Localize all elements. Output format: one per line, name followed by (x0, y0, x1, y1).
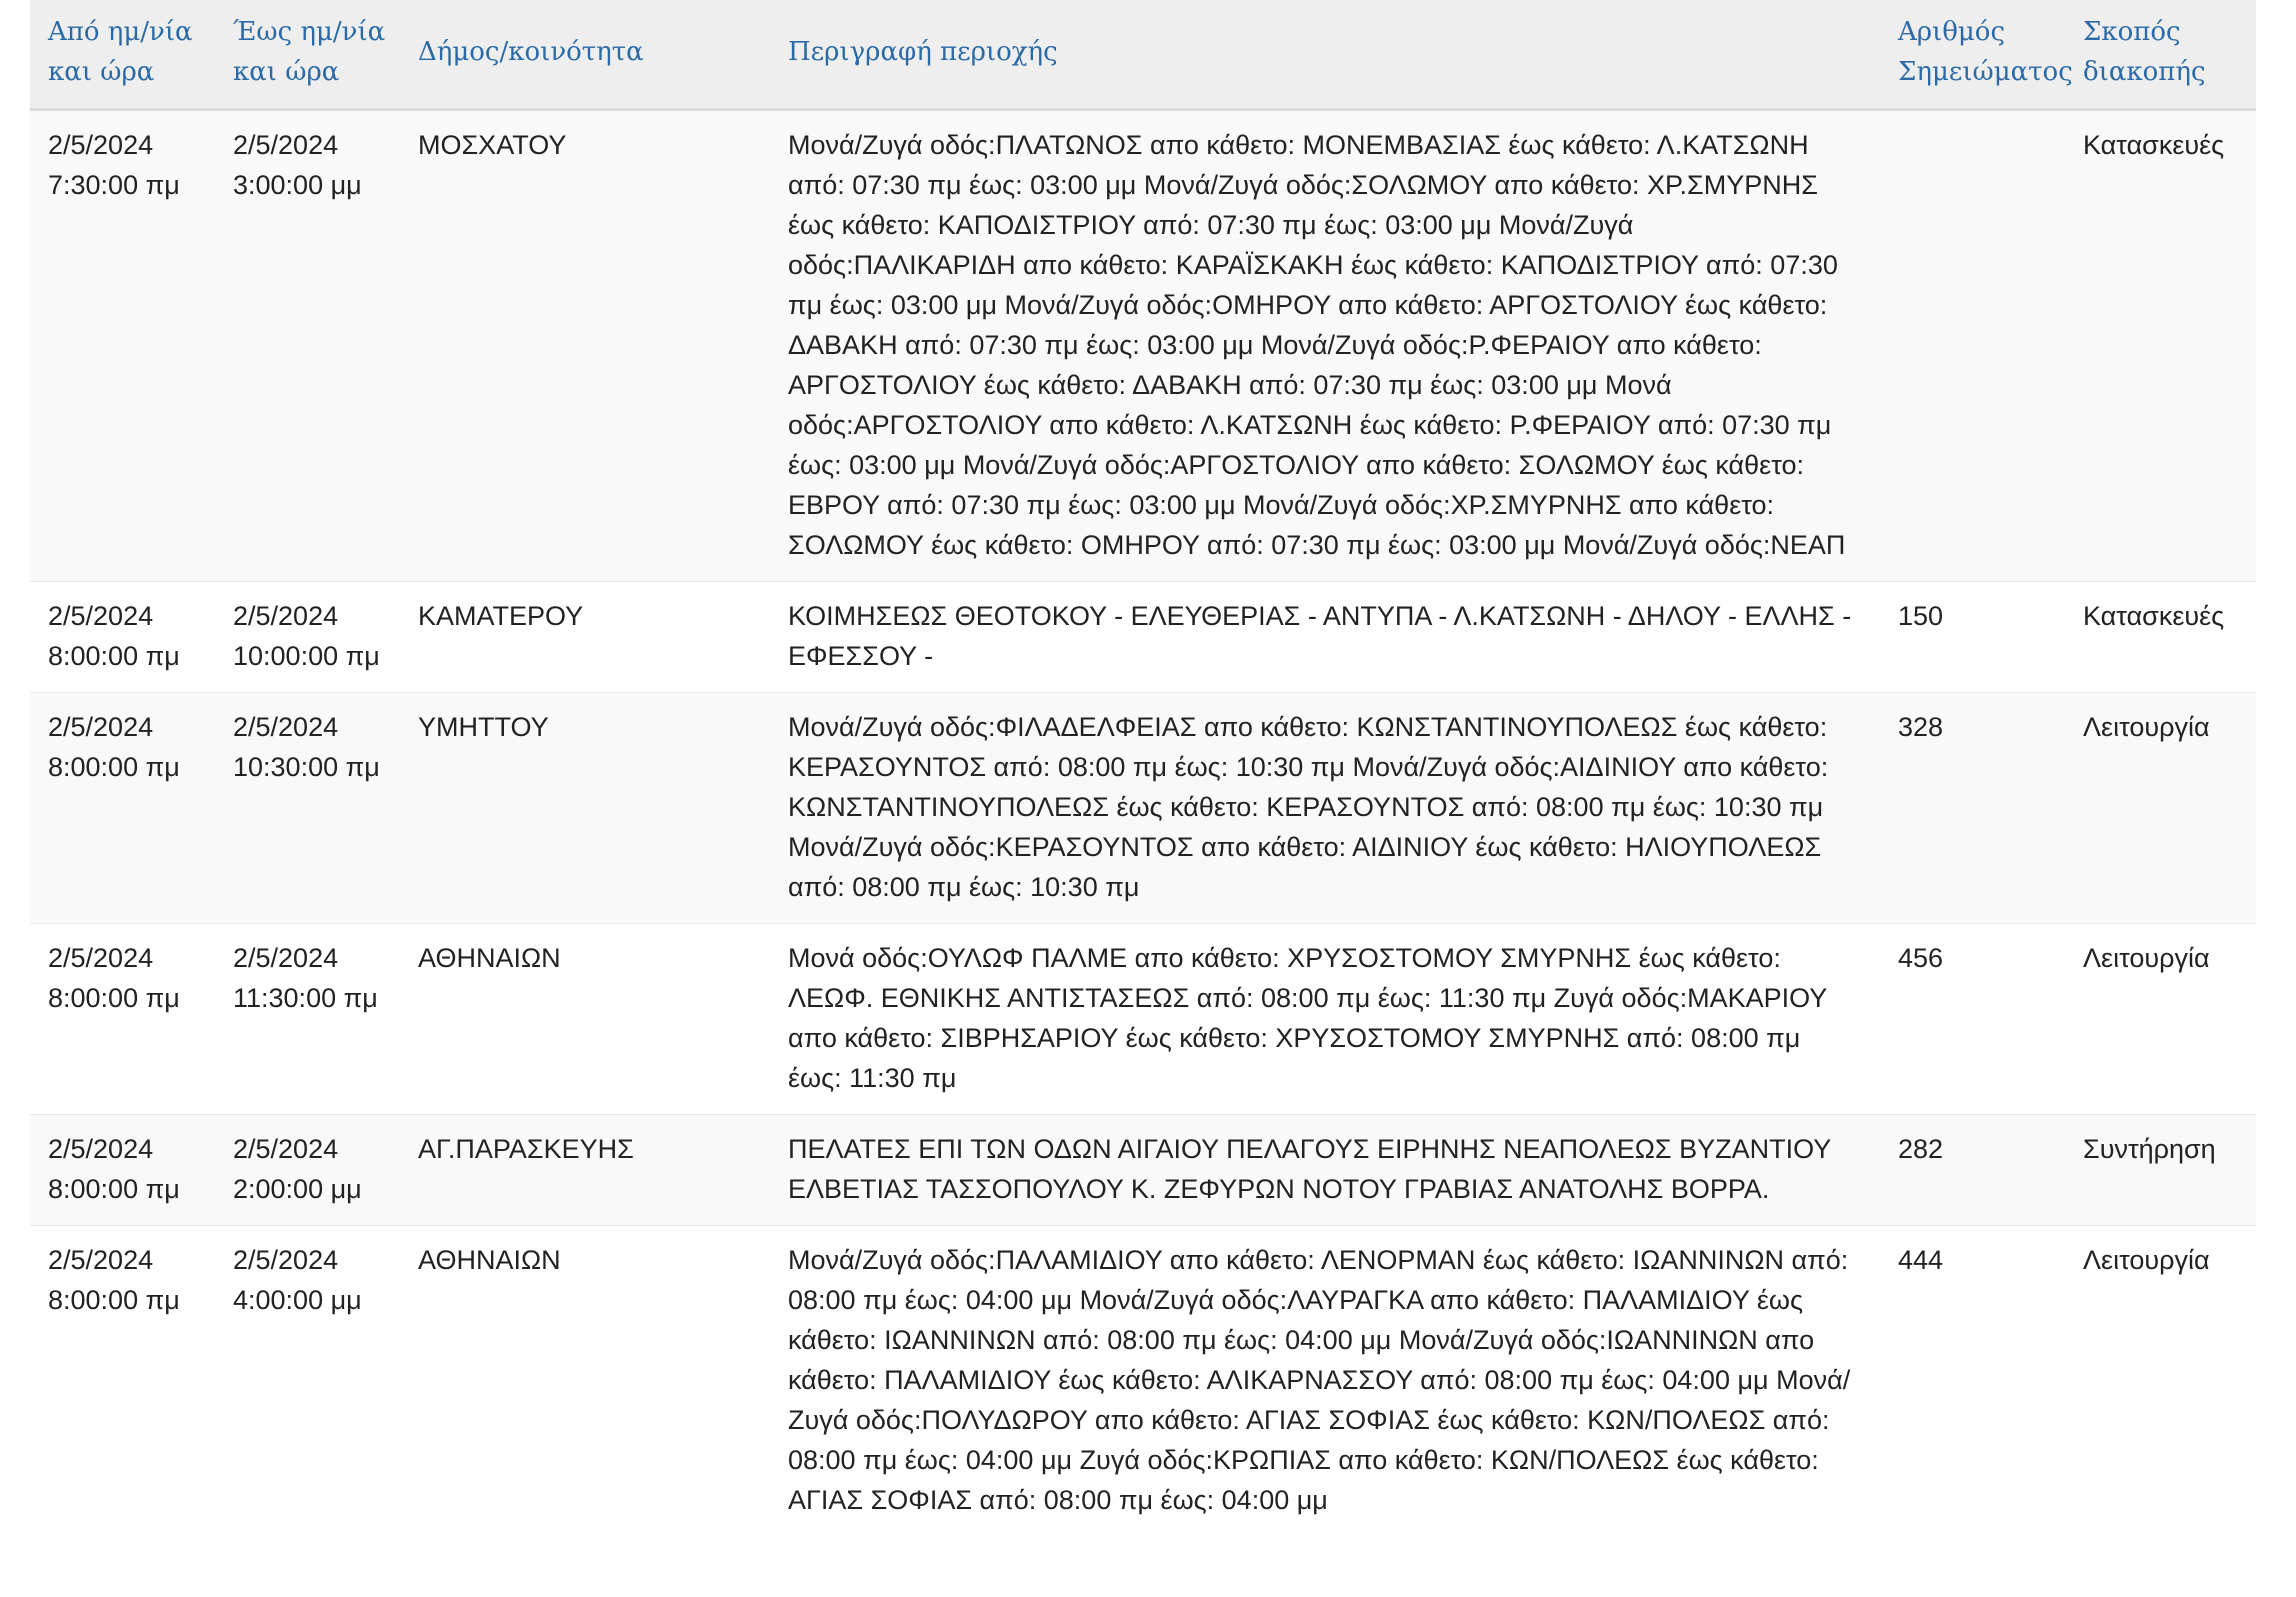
from-date: 2/5/2024 (48, 1134, 154, 1164)
to-cell (215, 1226, 400, 1537)
from-date: 2/5/2024 (48, 1245, 154, 1275)
purpose-cell: Κατασκευές (2065, 582, 2256, 693)
note-number-cell: 282 (1880, 1115, 2065, 1226)
municipality-cell: ΥΜΗΤΤΟΥ (400, 693, 770, 924)
table-row (30, 693, 2256, 924)
note-number-cell: 328 (1880, 693, 2065, 924)
note-number-cell: 456 (1880, 924, 2065, 1115)
purpose-cell: Λειτουργία (2065, 924, 2256, 1115)
to-date: 2/5/2024 (233, 130, 339, 160)
column-header-purpose[interactable] (2065, 0, 2256, 110)
column-header-to-label: Έως ημ/νία και ώρα (233, 17, 386, 87)
from-date: 2/5/2024 (48, 130, 154, 160)
column-header-note-number[interactable] (1880, 0, 2073, 110)
to-time: 10:30:00 πμ (233, 752, 380, 782)
to-date: 2/5/2024 (233, 1134, 339, 1164)
to-cell (215, 924, 400, 1115)
from-time: 8:00:00 πμ (48, 983, 180, 1013)
to-date: 2/5/2024 (233, 943, 339, 973)
from-time: 7:30:00 πμ (48, 170, 180, 200)
purpose-cell: Κατασκευές (2065, 110, 2256, 582)
from-date: 2/5/2024 (48, 601, 154, 631)
municipality-cell: ΜΟΣΧΑΤΟΥ (400, 110, 770, 582)
column-header-from-label: Από ημ/νία και ώρα (48, 17, 193, 87)
table-row (30, 582, 2256, 693)
from-time: 8:00:00 πμ (48, 1174, 180, 1204)
note-number-cell (1880, 110, 2065, 582)
from-cell (30, 1226, 215, 1537)
to-time: 10:00:00 πμ (233, 641, 380, 671)
to-time: 11:30:00 πμ (233, 983, 378, 1013)
note-number-cell: 150 (1880, 582, 2065, 693)
to-date: 2/5/2024 (233, 1245, 339, 1275)
purpose-cell: Λειτουργία (2065, 1226, 2256, 1537)
note-number-cell: 444 (1880, 1226, 2065, 1537)
from-date: 2/5/2024 (48, 712, 154, 742)
to-cell (215, 1115, 400, 1226)
to-time: 3:00:00 μμ (233, 170, 362, 200)
from-time: 8:00:00 πμ (48, 1285, 180, 1315)
from-date: 2/5/2024 (48, 943, 154, 973)
to-date: 2/5/2024 (233, 712, 339, 742)
table-header (30, 0, 2256, 110)
to-cell (215, 693, 400, 924)
column-header-to[interactable] (215, 0, 400, 110)
column-header-description-label: Περιγραφή περιοχής (788, 37, 1058, 67)
purpose-cell: Συντήρηση (2065, 1115, 2256, 1226)
table-row (30, 110, 2256, 582)
to-time: 2:00:00 μμ (233, 1174, 362, 1204)
outage-table-container (30, 0, 2256, 1536)
column-header-municipality-label: Δήμος/κοινότητα (418, 37, 644, 67)
to-cell (215, 110, 400, 582)
from-cell (30, 1115, 215, 1226)
from-time: 8:00:00 πμ (48, 641, 180, 671)
column-header-purpose-label: Σκοπός διακοπής (2083, 17, 2206, 87)
table-row (30, 1115, 2256, 1226)
column-header-municipality[interactable] (400, 0, 770, 110)
table-row (30, 1226, 2256, 1537)
municipality-cell: ΑΘΗΝΑΙΩΝ (400, 924, 770, 1115)
description-cell: ΚΟΙΜΗΣΕΩΣ ΘΕΟΤΟΚΟΥ - ΕΛΕΥΘΕΡΙΑΣ - ΑΝΤΥΠΑ - Λ.ΚΑΤΣΩΝΗ - ΔΗΛΟΥ - ΕΛΛΗΣ - ΕΦΕΣΣΟΥ - (770, 582, 1880, 693)
table-row (30, 924, 2256, 1115)
to-time: 4:00:00 μμ (233, 1285, 362, 1315)
table-body (30, 110, 2256, 1537)
from-cell (30, 110, 215, 582)
from-cell (30, 924, 215, 1115)
header-row (30, 0, 2256, 110)
column-header-note-number-label: Αριθμός Σημειώματος (1898, 17, 2073, 87)
municipality-cell: ΑΓ.ΠΑΡΑΣΚΕΥΗΣ (400, 1115, 770, 1226)
purpose-cell: Λειτουργία (2065, 693, 2256, 924)
description-cell: ΠΕΛΑΤΕΣ ΕΠΙ ΤΩΝ ΟΔΩΝ ΑΙΓΑΙΟΥ ΠΕΛΑΓΟΥΣ ΕΙΡΗΝΗΣ ΝΕΑΠΟΛΕΩΣ ΒΥΖΑΝΤΙΟΥ ΕΛΒΕΤΙΑΣ ΤΑΣΣΟΠΟΥΛΟΥ Κ. ΖΕΦΥΡΩΝ ΝΟΤΟΥ ΓΡΑΒΙΑΣ ΑΝΑΤΟΛΗΣ ΒΟΡΡΑ. (770, 1115, 1880, 1226)
outage-table (30, 0, 2256, 1536)
to-cell (215, 582, 400, 693)
description-cell: Μονά οδός:ΟΥΛΩΦ ΠΑΛΜΕ απο κάθετο: ΧΡΥΣΟΣΤΟΜΟΥ ΣΜΥΡΝΗΣ έως κάθετο: ΛΕΩΦ. ΕΘΝΙΚΗΣ ΑΝΤΙΣΤΑΣΕΩΣ από: 08:00 πμ έως: 11:30 πμ Ζυγά οδός:ΜΑΚΑΡΙΟΥ απο κάθετο: ΣΙΒΡΗΣΑΡΙΟΥ έως κάθετο: ΧΡΥΣΟΣΤΟΜΟΥ ΣΜΥΡΝΗΣ από: 08:00 πμ έως: 11:30 πμ (770, 924, 1880, 1115)
description-cell: Μονά/Ζυγά οδός:ΠΑΛΑΜΙΔΙΟΥ απο κάθετο: ΛΕΝΟΡΜΑΝ έως κάθετο: ΙΩΑΝΝΙΝΩΝ από: 08:00 πμ έως: 04:00 μμ Μονά/Ζυγά οδός:ΛΑΥΡΑΓΚΑ απο κάθετο: ΠΑΛΑΜΙΔΙΟΥ έως κάθετο: ΙΩΑΝΝΙΝΩΝ από: 08:00 πμ έως: 04:00 μμ Μονά/Ζυγά οδός:ΙΩΑΝΝΙΝΩΝ απο κάθετο: ΠΑΛΑΜΙΔΙΟΥ έως κάθετο: ΑΛΙΚΑΡΝΑΣΣΟΥ από: 08:00 πμ έως: 04:00 μμ Μονά/Ζυγά οδός:ΠΟΛΥΔΩΡΟΥ απο κάθετο: ΑΓΙΑΣ ΣΟΦΙΑΣ έως κάθετο: ΚΩΝ/ΠΟΛΕΩΣ από: 08:00 πμ έως: 04:00 μμ Ζυγά οδός:ΚΡΩΠΙΑΣ απο κάθετο: ΚΩΝ/ΠΟΛΕΩΣ έως κάθετο: ΑΓΙΑΣ ΣΟΦΙΑΣ από: 08:00 πμ έως: 04:00 μμ (770, 1226, 1880, 1537)
column-header-from[interactable] (30, 0, 215, 110)
from-cell (30, 693, 215, 924)
from-time: 8:00:00 πμ (48, 752, 180, 782)
description-cell: Μονά/Ζυγά οδός:ΦΙΛΑΔΕΛΦΕΙΑΣ απο κάθετο: ΚΩΝΣΤΑΝΤΙΝΟΥΠΟΛΕΩΣ έως κάθετο: ΚΕΡΑΣΟΥΝΤΟΣ από: 08:00 πμ έως: 10:30 πμ Μονά/Ζυγά οδός:ΑΙΔΙΝΙΟΥ απο κάθετο: ΚΩΝΣΤΑΝΤΙΝΟΥΠΟΛΕΩΣ έως κάθετο: ΚΕΡΑΣΟΥΝΤΟΣ από: 08:00 πμ έως: 10:30 πμ Μονά/Ζυγά οδός:ΚΕΡΑΣΟΥΝΤΟΣ απο κάθετο: ΑΙΔΙΝΙΟΥ έως κάθετο: ΗΛΙΟΥΠΟΛΕΩΣ από: 08:00 πμ έως: 10:30 πμ (770, 693, 1880, 924)
municipality-cell: ΑΘΗΝΑΙΩΝ (400, 1226, 770, 1537)
to-date: 2/5/2024 (233, 601, 339, 631)
from-cell (30, 582, 215, 693)
municipality-cell: ΚΑΜΑΤΕΡΟΥ (400, 582, 770, 693)
description-cell: Μονά/Ζυγά οδός:ΠΛΑΤΩΝΟΣ απο κάθετο: ΜΟΝΕΜΒΑΣΙΑΣ έως κάθετο: Λ.ΚΑΤΣΩΝΗ από: 07:30 πμ έως: 03:00 μμ Μονά/Ζυγά οδός:ΣΟΛΩΜΟΥ απο κάθετο: ΧΡ.ΣΜΥΡΝΗΣ έως κάθετο: ΚΑΠΟΔΙΣΤΡΙΟΥ από: 07:30 πμ έως: 03:00 μμ Μονά/Ζυγά οδός:ΠΑΛΙΚΑΡΙΔΗ απο κάθετο: ΚΑΡΑΪΣΚΑΚΗ έως κάθετο: ΚΑΠΟΔΙΣΤΡΙΟΥ από: 07:30 πμ έως: 03:00 μμ Μονά/Ζυγά οδός:ΟΜΗΡΟΥ απο κάθετο: ΑΡΓΟΣΤΟΛΙΟΥ έως κάθετο: ΔΑΒΑΚΗ από: 07:30 πμ έως: 03:00 μμ Μονά/Ζυγά οδός:Ρ.ΦΕΡΑΙΟΥ απο κάθετο: ΑΡΓΟΣΤΟΛΙΟΥ έως κάθετο: ΔΑΒΑΚΗ από: 07:30 πμ έως: 03:00 μμ Μονά οδός:ΑΡΓΟΣΤΟΛΙΟΥ απο κάθετο: Λ.ΚΑΤΣΩΝΗ έως κάθετο: Ρ.ΦΕΡΑΙΟΥ από: 07:30 πμ έως: 03:00 μμ Μονά/Ζυγά οδός:ΑΡΓΟΣΤΟΛΙΟΥ απο κάθετο: ΣΟΛΩΜΟΥ έως κάθετο: ΕΒΡΟΥ από: 07:30 πμ έως: 03:00 μμ Μονά/Ζυγά οδός:ΧΡ.ΣΜΥΡΝΗΣ απο κάθετο: ΣΟΛΩΜΟΥ έως κάθετο: ΟΜΗΡΟΥ από: 07:30 πμ έως: 03:00 μμ Μονά/Ζυγά οδός:ΝΕΑΠ (770, 110, 1880, 582)
column-header-description[interactable] (770, 0, 1880, 110)
